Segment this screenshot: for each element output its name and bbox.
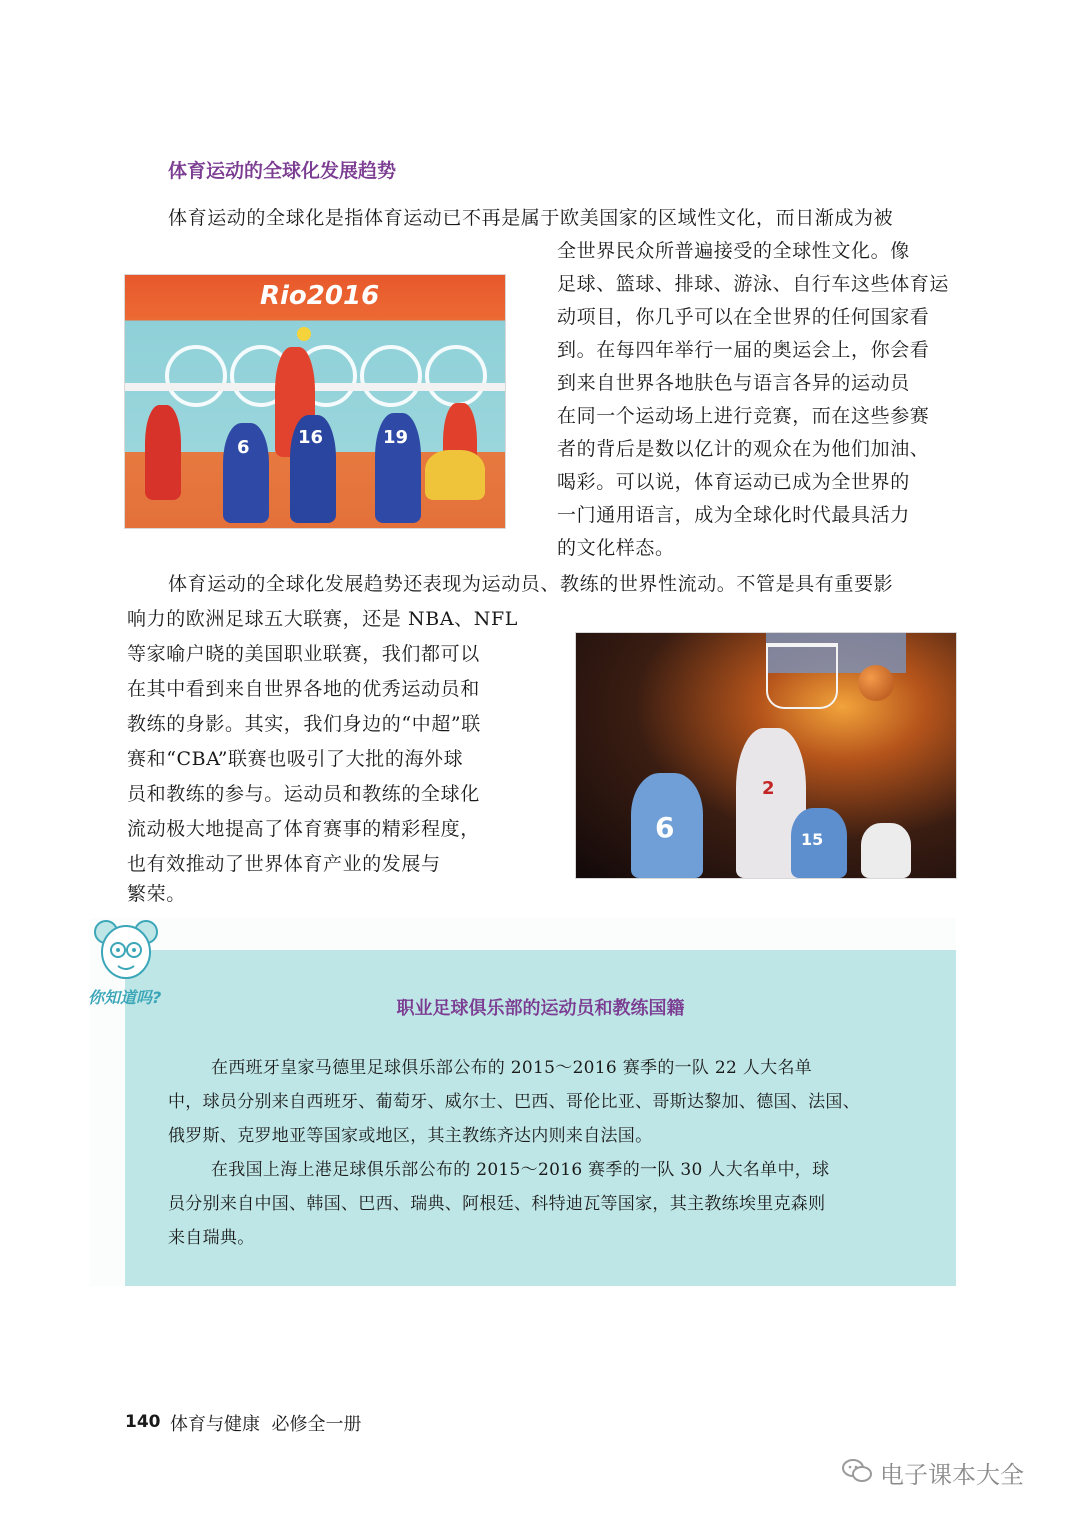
jersey-number: 6	[237, 437, 250, 458]
paragraph-1-line: 的文化样态。	[557, 537, 675, 559]
paragraph-1-line: 者的背后是数以亿计的观众在为他们加油、	[557, 438, 930, 460]
info-box-line: 俄罗斯、克罗地亚等国家或地区，其主教练齐达内则来自法国。	[168, 1126, 653, 1146]
info-box-line: 在西班牙皇家马德里足球俱乐部公布的 2015～2016 赛季的一队 22 人大名单	[211, 1058, 813, 1078]
section-title: 体育运动的全球化发展趋势	[168, 160, 397, 182]
wechat-icon	[842, 1458, 872, 1484]
paragraph-1-line: 在同一个运动场上进行竞赛，而在这些参赛	[557, 405, 930, 427]
paragraph-2-line: 响力的欧洲足球五大联赛，还是 NBA、NFL	[127, 608, 518, 630]
olympic-ring	[360, 345, 422, 407]
basketball	[858, 665, 894, 701]
paragraph-2-line: 流动极大地提高了体育赛事的精彩程度，	[127, 818, 480, 840]
paragraph-1-line: 动项目，你几乎可以在全世界的任何国家看	[557, 306, 930, 328]
info-box-title: 职业足球俱乐部的运动员和教练国籍	[396, 998, 685, 1019]
olympic-ring	[425, 345, 487, 407]
jersey-number: 15	[801, 830, 824, 849]
paragraph-2-line: 繁荣。	[127, 883, 186, 905]
paragraph-1-line: 足球、篮球、排球、游泳、自行车这些体育运	[557, 273, 950, 295]
info-box	[125, 950, 956, 1286]
paragraph-1-line: 一门通用语言，成为全球化时代最具活力	[557, 504, 910, 526]
watermark-text: 电子课本大全	[880, 1461, 1024, 1489]
paragraph-2-line: 赛和“CBA”联赛也吸引了大批的海外球	[127, 748, 464, 770]
player-lightblue	[631, 773, 703, 878]
volleyball-ball	[297, 327, 311, 341]
paragraph-1-line: 到。在每四年举行一届的奥运会上，你会看	[557, 339, 930, 361]
paragraph-1-line: 喝彩。可以说，体育运动已成为全世界的	[557, 471, 910, 493]
page-number: 140	[125, 1412, 161, 1432]
jersey-number: 19	[383, 427, 409, 448]
player-red	[145, 405, 181, 500]
paragraph-1-line: 到来自世界各地肤色与语言各异的运动员	[557, 372, 910, 394]
jersey-number: 6	[655, 811, 675, 844]
olympic-ring	[165, 345, 227, 407]
info-box-line: 在我国上海上港足球俱乐部公布的 2015～2016 赛季的一队 30 人大名单中，球	[211, 1160, 830, 1180]
paragraph-1-line: 体育运动的全球化是指体育运动已不再是属于欧美国家的区域性文化，而日渐成为被	[168, 207, 894, 229]
paragraph-2-line: 员和教练的参与。运动员和教练的全球化	[127, 783, 480, 805]
volleyball-net	[125, 383, 505, 391]
paragraph-1-line: 全世界民众所普遍接受的全球性文化。像	[557, 240, 910, 262]
mascot-icon	[92, 918, 160, 988]
basketball-photo	[576, 633, 956, 878]
player-blue	[375, 413, 421, 523]
info-box-line: 中，球员分别来自西班牙、葡萄牙、威尔士、巴西、哥伦比亚、哥斯达黎加、德国、法国、	[168, 1092, 860, 1112]
basketball-hoop	[766, 643, 838, 709]
player-blue	[290, 415, 336, 523]
paragraph-2-line: 在其中看到来自世界各地的优秀运动员和	[127, 678, 480, 700]
book-title: 体育与健康 必修全一册	[170, 1414, 362, 1435]
info-box-line: 来自瑞典。	[168, 1228, 255, 1248]
photo-banner-text: Rio2016	[260, 281, 380, 311]
paragraph-2-line: 教练的身影。其实，我们身边的“中超”联	[127, 713, 481, 735]
volleyball-photo	[125, 275, 505, 528]
player-white	[861, 823, 911, 878]
player-yellow	[425, 450, 485, 500]
info-box-line: 员分别来自中国、韩国、巴西、瑞典、阿根廷、科特迪瓦等国家，其主教练埃里克森则	[168, 1194, 826, 1214]
paragraph-2-line: 体育运动的全球化发展趋势还表现为运动员、教练的世界性流动。不管是具有重要影	[168, 573, 894, 595]
mascot-label: 你知道吗?	[88, 988, 162, 1007]
player-lightblue	[791, 808, 847, 878]
paragraph-2-line: 等家喻户晓的美国职业联赛，我们都可以	[127, 643, 480, 665]
jersey-number: 16	[298, 427, 324, 448]
player-blue	[223, 423, 269, 523]
paragraph-2-line: 也有效推动了世界体育产业的发展与	[127, 853, 441, 875]
jersey-number: 2	[762, 778, 775, 799]
